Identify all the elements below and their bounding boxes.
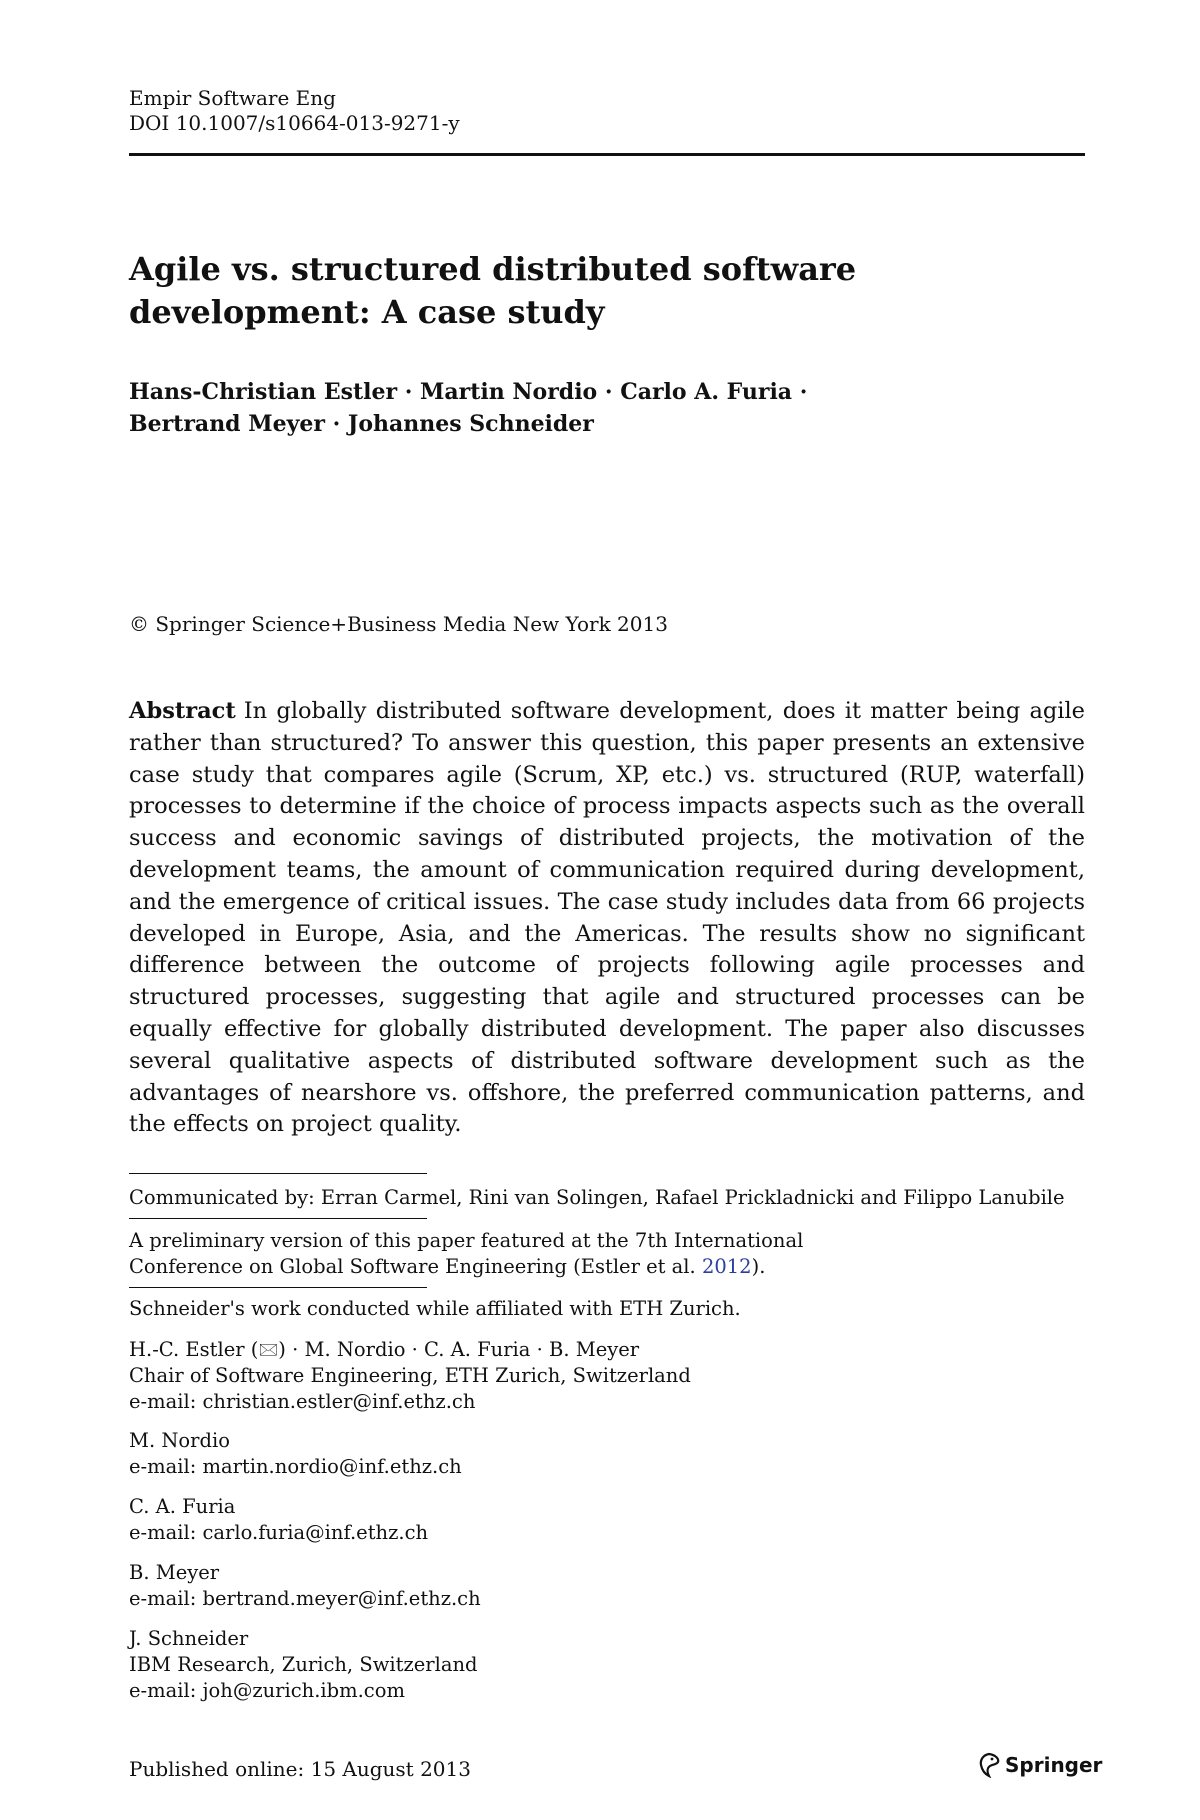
preliminary-end: ).	[751, 1255, 766, 1278]
affiliation-name: J. Schneider	[129, 1627, 249, 1650]
authors-line-1: Hans-Christian Estler · Martin Nordio · Carlo A. Furia ·	[129, 379, 808, 405]
footnote-rule	[129, 1287, 427, 1288]
preliminary-line-1: A preliminary version of this paper featured at the 7th International	[129, 1229, 804, 1252]
preliminary-line-2	[129, 1254, 1085, 1280]
affiliation-names-start: H.-C. Estler (	[129, 1338, 259, 1361]
preliminary-text: Conference on Global Software Engineering (Estler et al.	[129, 1255, 702, 1278]
doi[interactable]: DOI 10.1007/s10664-013-9271-y	[129, 111, 460, 135]
affiliation-block	[129, 1337, 1085, 1415]
copyright-notice: © Springer Science+Business Media New York 2013	[129, 612, 668, 636]
footnote-rule	[129, 1218, 427, 1219]
journal-name: Empir Software Eng	[129, 86, 336, 110]
affiliation-institution: IBM Research, Zurich, Switzerland	[129, 1653, 478, 1676]
affiliation-name: B. Meyer	[129, 1561, 220, 1584]
title-line-2: development: A case study	[129, 293, 605, 331]
affiliation-email[interactable]: e-mail: joh@zurich.ibm.com	[129, 1679, 405, 1702]
abstract	[129, 696, 1085, 1141]
affiliation-institution: Chair of Software Engineering, ETH Zurich, Switzerland	[129, 1364, 691, 1387]
authors-line-2: Bertrand Meyer · Johannes Schneider	[129, 411, 594, 437]
schneider-note: Schneider's work conducted while affiliated with ETH Zurich.	[129, 1297, 741, 1320]
publisher-logo	[977, 1752, 1102, 1778]
published-date: Published online: 15 August 2013	[129, 1757, 471, 1781]
affiliation-email[interactable]: e-mail: bertrand.meyer@inf.ethz.ch	[129, 1587, 481, 1610]
envelope-icon[interactable]: 🖂	[258, 1340, 279, 1360]
affiliation-name: C. A. Furia	[129, 1495, 236, 1518]
affiliation-block	[129, 1428, 1085, 1480]
citation-link[interactable]: 2012	[701, 1255, 752, 1278]
affiliation-block	[129, 1494, 1085, 1546]
author-list	[129, 376, 1029, 440]
abstract-text: In globally distributed software development, does it matter being agile rather than structured? To answer this question, this paper presents an extensive case study that compares agile (Scrum, XP, etc.) vs. structured (RUP, waterfall) processes to determine if the choice of process impacts aspects such as the overall success and economic savings of distributed projects, the motivation of the development teams, the amount of communication required during development, and the emergence of critical issues. The case study includes data from 66 projects developed in Europe, Asia, and the Americas. The results show no significant difference between the outcome of projects following agile processes and structured processes, suggesting that agile and structured processes can be equally effective for globally distributed development. The paper also discusses several qualitative aspects of distributed software development such as the advantages of nearshore vs. offshore, the preferred communication patterns, and the effects on project quality.	[129, 698, 1085, 1138]
preliminary-note	[129, 1228, 1085, 1280]
communicated-by: Communicated by: Erran Carmel, Rini van Solingen, Rafael Prickladnicki and Filippo Lanubile	[129, 1186, 1065, 1209]
affiliation-names	[129, 1337, 1085, 1363]
paper-title	[129, 248, 929, 334]
journal-header	[129, 86, 1085, 136]
title-line-1: Agile vs. structured distributed software	[129, 250, 857, 288]
affiliation-email[interactable]: e-mail: carlo.furia@inf.ethz.ch	[129, 1521, 429, 1544]
affiliation-name: M. Nordio	[129, 1429, 230, 1452]
affiliation-block	[129, 1626, 1085, 1704]
springer-horse-icon	[977, 1752, 1001, 1778]
publisher-name: Springer	[1005, 1753, 1103, 1777]
affiliation-email[interactable]: e-mail: martin.nordio@inf.ethz.ch	[129, 1455, 462, 1478]
header-rule	[129, 153, 1085, 156]
abstract-label: Abstract	[129, 698, 236, 724]
affiliation-email[interactable]: e-mail: christian.estler@inf.ethz.ch	[129, 1390, 476, 1413]
footnote-rule	[129, 1173, 427, 1174]
affiliation-names-end: ) · M. Nordio · C. A. Furia · B. Meyer	[278, 1338, 640, 1361]
affiliation-block	[129, 1560, 1085, 1612]
